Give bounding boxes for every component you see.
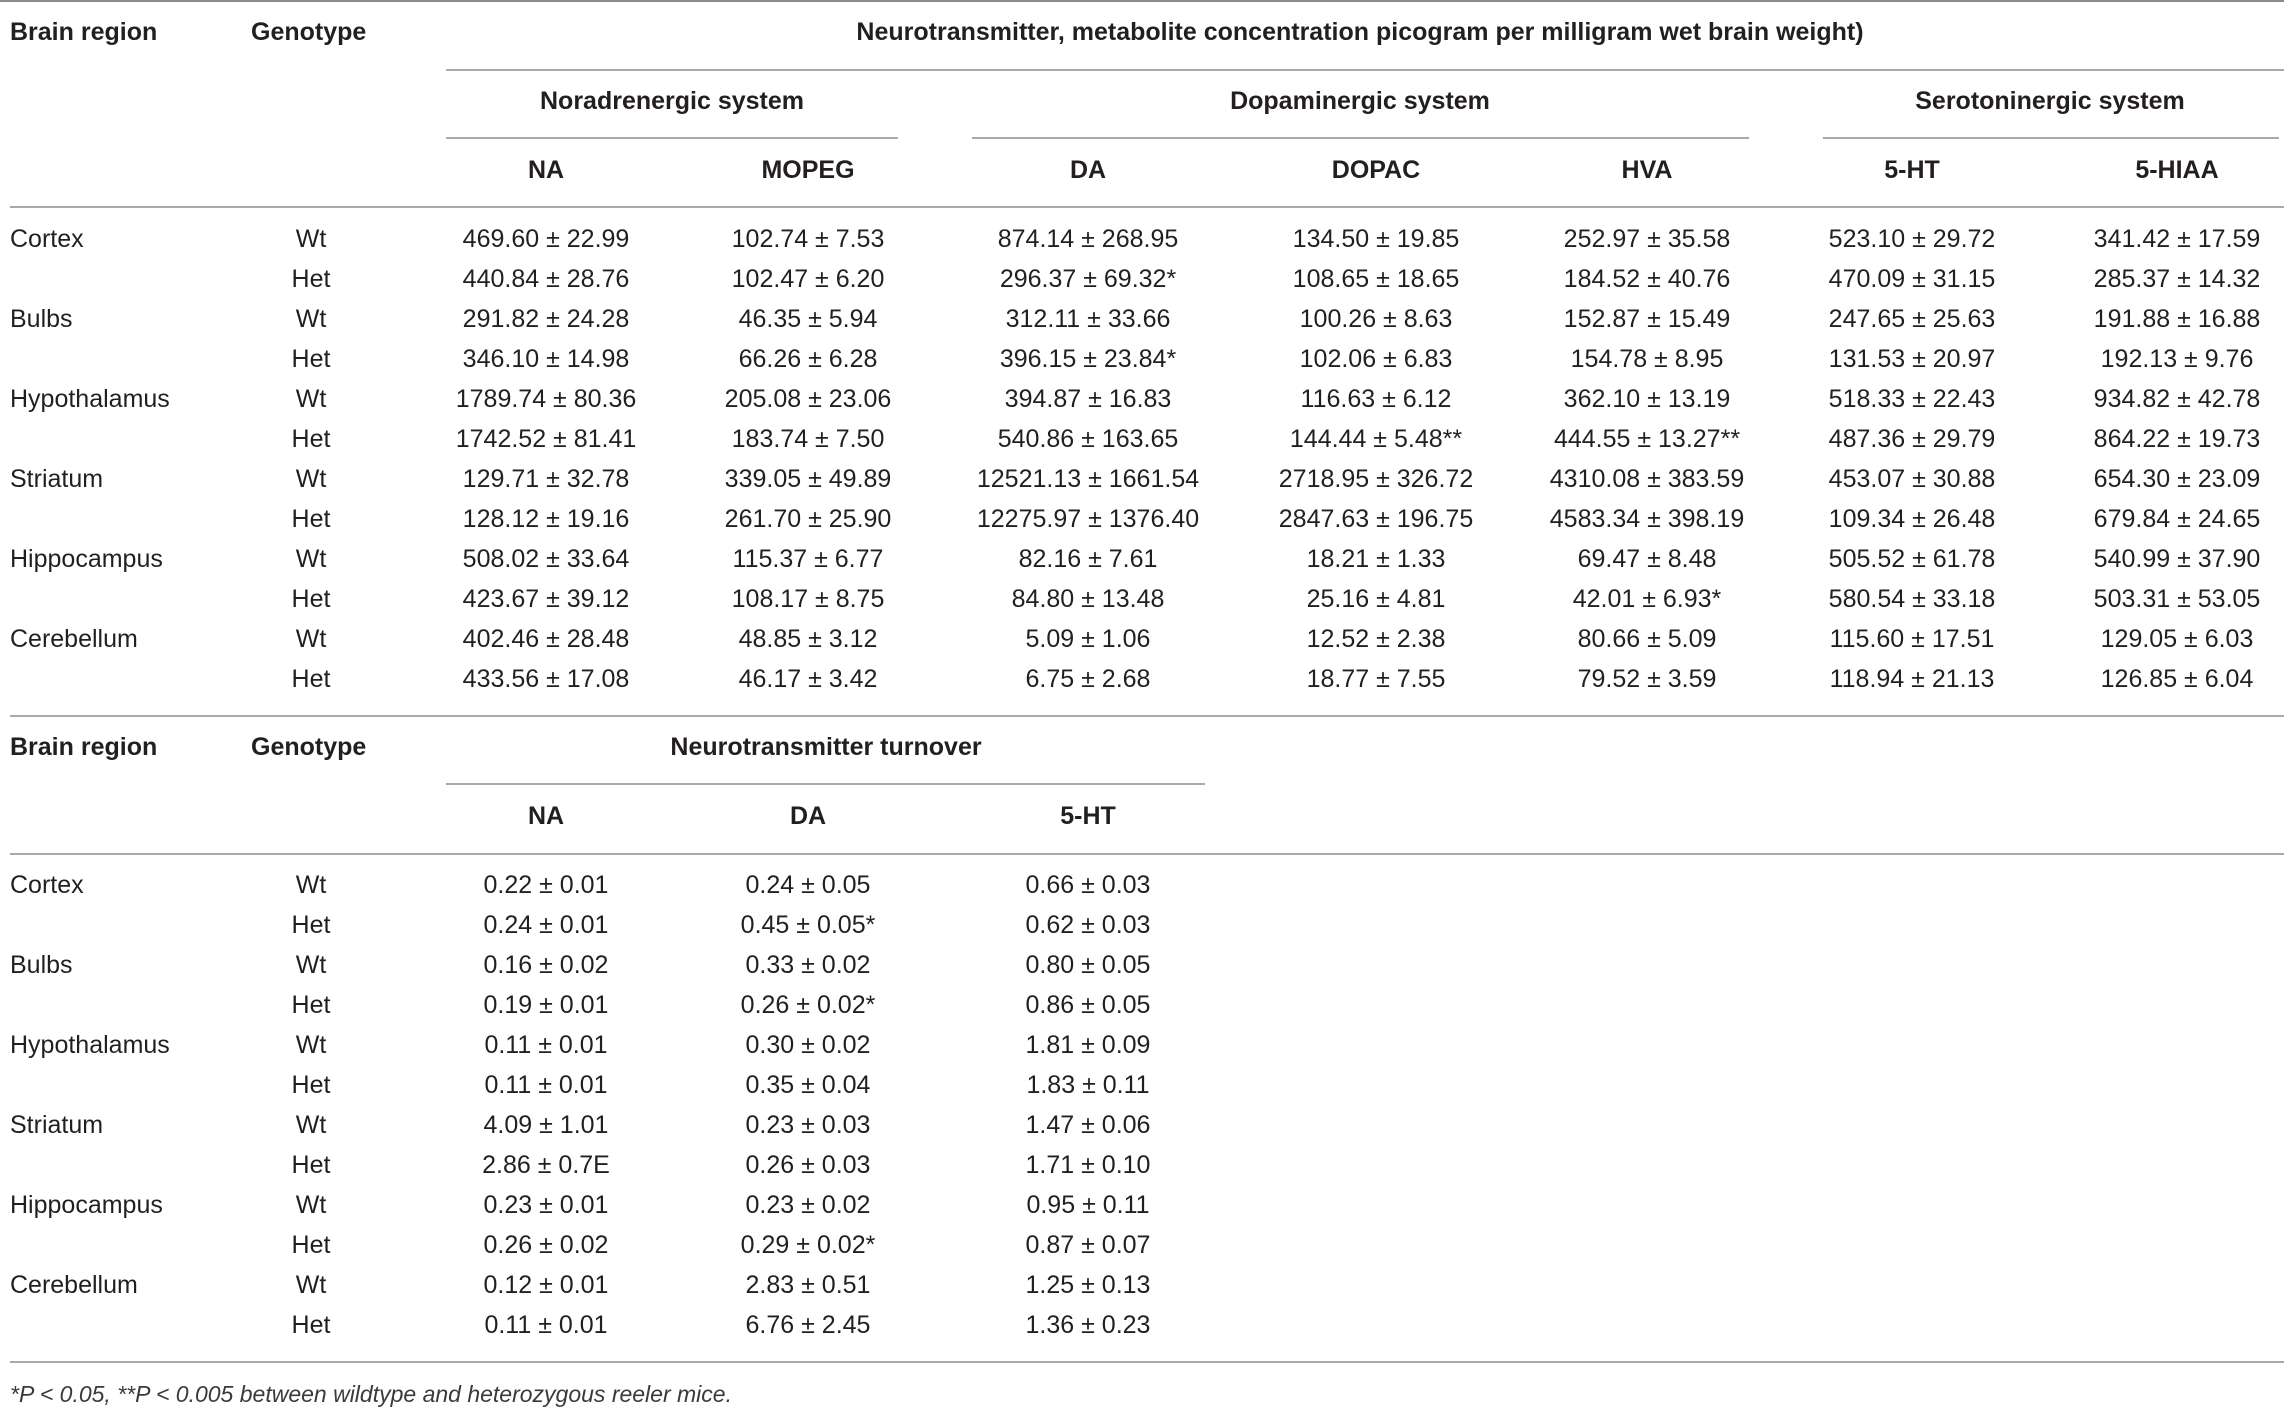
group-header: Serotoninergic system [1915,87,2185,115]
data-cell: 18.21 ± 1.33 [1306,545,1446,573]
data-cell: 0.23 ± 0.01 [483,1191,609,1219]
data-cell: 0.86 ± 0.05 [1025,991,1151,1019]
data-cell: 2718.95 ± 326.72 [1278,465,1474,493]
row-region: Hippocampus [10,1191,163,1219]
data-cell: 25.16 ± 4.81 [1306,585,1446,613]
data-cell: 0.23 ± 0.02 [745,1191,871,1219]
data-cell: 0.11 ± 0.01 [484,1311,608,1339]
data-cell: 518.33 ± 22.43 [1828,385,1996,413]
row-genotype: Wt [295,1111,327,1139]
table2-bottom-rule [10,1361,2284,1363]
data-cell: 6.76 ± 2.45 [745,1311,871,1339]
data-cell: 0.62 ± 0.03 [1025,911,1151,939]
row-genotype: Het [291,1231,331,1259]
header-bottom-rule [10,853,2284,855]
data-cell: 1789.74 ± 80.36 [455,385,637,413]
row-genotype: Wt [295,305,327,333]
data-cell: 116.63 ± 6.12 [1300,385,1452,413]
table-top-rule [0,0,2284,2]
row-genotype: Wt [295,465,327,493]
data-cell: 0.45 ± 0.05* [740,911,876,939]
data-cell: 102.06 ± 6.83 [1299,345,1453,373]
data-cell: 100.26 ± 8.63 [1299,305,1453,333]
data-cell: 0.24 ± 0.01 [483,911,609,939]
title-rule [446,69,2284,71]
data-cell: 505.52 ± 61.78 [1828,545,1996,573]
data-cell: 934.82 ± 42.78 [2093,385,2261,413]
data-cell: 1742.52 ± 81.41 [455,425,637,453]
row-genotype: Het [291,665,331,693]
column-header: DA [789,802,827,830]
row-genotype: Het [291,505,331,533]
data-cell: 2847.63 ± 196.75 [1278,505,1474,533]
data-cell: 0.24 ± 0.05 [745,871,871,899]
data-cell: 679.84 ± 24.65 [2093,505,2261,533]
data-cell: 115.37 ± 6.77 [732,545,884,573]
row-genotype: Het [291,1151,331,1179]
brain-region-header: Brain region [10,18,158,46]
data-cell: 0.26 ± 0.02* [740,991,876,1019]
data-cell: 433.56 ± 17.08 [462,665,630,693]
row-genotype: Het [291,1071,331,1099]
data-cell: 134.50 ± 19.85 [1292,225,1460,253]
data-cell: 12275.97 ± 1376.40 [976,505,1200,533]
row-genotype: Het [291,991,331,1019]
row-region: Bulbs [10,305,73,333]
data-cell: 346.10 ± 14.98 [462,345,630,373]
data-cell: 341.42 ± 17.59 [2093,225,2261,253]
row-region: Hypothalamus [10,1031,170,1059]
data-cell: 1.47 ± 0.06 [1025,1111,1151,1139]
data-cell: 191.88 ± 16.88 [2093,305,2261,333]
data-cell: 154.78 ± 8.95 [1570,345,1724,373]
row-region: Striatum [10,1111,104,1139]
data-cell: 0.23 ± 0.03 [745,1111,871,1139]
data-cell: 1.83 ± 0.11 [1026,1071,1150,1099]
row-genotype: Het [291,1311,331,1339]
group-header: Dopaminergic system [1230,87,1490,115]
data-cell: 82.16 ± 7.61 [1018,545,1158,573]
data-cell: 0.30 ± 0.02 [745,1031,871,1059]
row-genotype: Het [291,345,331,373]
data-cell: 0.80 ± 0.05 [1025,951,1151,979]
data-cell: 1.71 ± 0.10 [1025,1151,1151,1179]
row-region: Bulbs [10,951,73,979]
data-cell: 1.25 ± 0.13 [1025,1271,1151,1299]
data-cell: 0.12 ± 0.01 [483,1271,609,1299]
column-header: MOPEG [761,156,855,184]
row-genotype: Wt [295,871,327,899]
data-cell: 394.87 ± 16.83 [1004,385,1172,413]
header-bottom-rule [10,206,2284,208]
table-title: Neurotransmitter, metabolite concentration picogram per milligram wet brain weight) [856,18,1864,46]
row-genotype: Het [291,265,331,293]
row-region: Cortex [10,871,84,899]
data-cell: 312.11 ± 33.66 [1005,305,1171,333]
data-cell: 5.09 ± 1.06 [1025,625,1151,653]
row-region: Cerebellum [10,625,138,653]
data-cell: 540.99 ± 37.90 [2093,545,2261,573]
data-cell: 0.87 ± 0.07 [1025,1231,1151,1259]
table-title: Neurotransmitter turnover [670,733,982,761]
brain-region-header: Brain region [10,733,158,761]
data-cell: 152.87 ± 15.49 [1563,305,1731,333]
data-cell: 285.37 ± 14.32 [2093,265,2261,293]
data-cell: 540.86 ± 163.65 [997,425,1179,453]
data-cell: 192.13 ± 9.76 [2100,345,2254,373]
table1-bottom-rule [10,715,2284,717]
column-header: HVA [1621,156,1673,184]
data-cell: 864.22 ± 19.73 [2093,425,2261,453]
row-region: Hypothalamus [10,385,170,413]
data-cell: 0.11 ± 0.01 [484,1031,608,1059]
column-header: DA [1069,156,1107,184]
data-cell: 523.10 ± 29.72 [1828,225,1996,253]
data-cell: 247.65 ± 25.63 [1828,305,1996,333]
row-region: Cortex [10,225,84,253]
data-cell: 183.74 ± 7.50 [731,425,885,453]
data-cell: 66.26 ± 6.28 [738,345,878,373]
data-cell: 261.70 ± 25.90 [724,505,892,533]
row-region: Striatum [10,465,104,493]
data-cell: 48.85 ± 3.12 [738,625,878,653]
row-genotype: Wt [295,625,327,653]
data-cell: 508.02 ± 33.64 [462,545,630,573]
genotype-header: Genotype [251,18,367,46]
title-rule [446,783,1205,785]
data-cell: 0.11 ± 0.01 [484,1071,608,1099]
column-header: 5-HT [1884,156,1940,184]
data-cell: 487.36 ± 29.79 [1828,425,1996,453]
data-cell: 129.71 ± 32.78 [462,465,630,493]
data-cell: 0.19 ± 0.01 [483,991,609,1019]
data-cell: 339.05 ± 49.89 [724,465,892,493]
data-cell: 108.17 ± 8.75 [731,585,885,613]
data-cell: 129.05 ± 6.03 [2100,625,2254,653]
data-cell: 2.83 ± 0.51 [745,1271,871,1299]
data-cell: 84.80 ± 13.48 [1011,585,1165,613]
data-cell: 0.33 ± 0.02 [745,951,871,979]
data-cell: 2.86 ± 0.7E [482,1151,610,1179]
data-cell: 46.17 ± 3.42 [738,665,878,693]
data-cell: 1.36 ± 0.23 [1025,1311,1151,1339]
data-cell: 6.75 ± 2.68 [1025,665,1151,693]
data-cell: 423.67 ± 39.12 [462,585,630,613]
group-rule [1823,137,2279,139]
row-genotype: Wt [295,1191,327,1219]
data-cell: 0.16 ± 0.02 [483,951,609,979]
data-cell: 580.54 ± 33.18 [1828,585,1996,613]
row-genotype: Het [291,425,331,453]
data-cell: 0.35 ± 0.04 [745,1071,871,1099]
data-cell: 131.53 ± 20.97 [1828,345,1996,373]
data-cell: 0.66 ± 0.03 [1025,871,1151,899]
data-cell: 453.07 ± 30.88 [1828,465,1996,493]
data-cell: 396.15 ± 23.84* [999,345,1177,373]
data-cell: 0.29 ± 0.02* [740,1231,876,1259]
column-header: 5-HT [1060,802,1116,830]
data-cell: 46.35 ± 5.94 [738,305,878,333]
data-cell: 80.66 ± 5.09 [1577,625,1717,653]
row-genotype: Wt [295,545,327,573]
data-cell: 252.97 ± 35.58 [1563,225,1731,253]
data-cell: 79.52 ± 3.59 [1577,665,1717,693]
row-genotype: Wt [295,1271,327,1299]
row-genotype: Wt [295,951,327,979]
column-header: NA [527,156,565,184]
data-cell: 144.44 ± 5.48** [1289,425,1463,453]
data-cell: 118.94 ± 21.13 [1829,665,1995,693]
data-cell: 126.85 ± 6.04 [2100,665,2254,693]
column-header: DOPAC [1331,156,1421,184]
data-cell: 18.77 ± 7.55 [1306,665,1446,693]
row-region: Hippocampus [10,545,163,573]
data-cell: 12.52 ± 2.38 [1306,625,1446,653]
row-region: Cerebellum [10,1271,138,1299]
data-cell: 402.46 ± 28.48 [462,625,630,653]
data-cell: 0.22 ± 0.01 [483,871,609,899]
data-cell: 440.84 ± 28.76 [462,265,630,293]
data-cell: 0.26 ± 0.03 [745,1151,871,1179]
data-cell: 205.08 ± 23.06 [724,385,892,413]
data-cell: 109.34 ± 26.48 [1828,505,1996,533]
column-header: NA [527,802,565,830]
data-cell: 4583.34 ± 398.19 [1549,505,1745,533]
footnote: *P < 0.05, **P < 0.005 between wildtype and heterozygous reeler mice. [10,1381,732,1407]
genotype-header: Genotype [251,733,367,761]
data-cell: 296.37 ± 69.32* [999,265,1177,293]
data-cell: 470.09 ± 31.15 [1828,265,1996,293]
group-rule [446,137,898,139]
data-cell: 291.82 ± 24.28 [462,305,630,333]
data-cell: 102.47 ± 6.20 [731,265,885,293]
data-cell: 184.52 ± 40.76 [1563,265,1731,293]
row-genotype: Wt [295,1031,327,1059]
group-rule [972,137,1749,139]
data-cell: 0.95 ± 0.11 [1026,1191,1150,1219]
data-cell: 444.55 ± 13.27** [1553,425,1741,453]
data-cell: 874.14 ± 268.95 [997,225,1179,253]
data-cell: 4310.08 ± 383.59 [1549,465,1745,493]
data-cell: 42.01 ± 6.93* [1572,585,1722,613]
data-cell: 102.74 ± 7.53 [731,225,885,253]
data-cell: 469.60 ± 22.99 [462,225,630,253]
data-cell: 503.31 ± 53.05 [2093,585,2261,613]
row-genotype: Het [291,585,331,613]
data-cell: 654.30 ± 23.09 [2093,465,2261,493]
data-cell: 0.26 ± 0.02 [483,1231,609,1259]
data-cell: 108.65 ± 18.65 [1292,265,1460,293]
data-cell: 4.09 ± 1.01 [483,1111,609,1139]
group-header: Noradrenergic system [539,87,805,115]
row-genotype: Het [291,911,331,939]
data-cell: 69.47 ± 8.48 [1577,545,1717,573]
data-cell: 362.10 ± 13.19 [1563,385,1731,413]
data-cell: 12521.13 ± 1661.54 [976,465,1200,493]
row-genotype: Wt [295,385,327,413]
row-genotype: Wt [295,225,327,253]
data-cell: 128.12 ± 19.16 [462,505,630,533]
data-cell: 115.60 ± 17.51 [1829,625,1995,653]
data-cell: 1.81 ± 0.09 [1025,1031,1151,1059]
column-header: 5-HIAA [2135,156,2219,184]
